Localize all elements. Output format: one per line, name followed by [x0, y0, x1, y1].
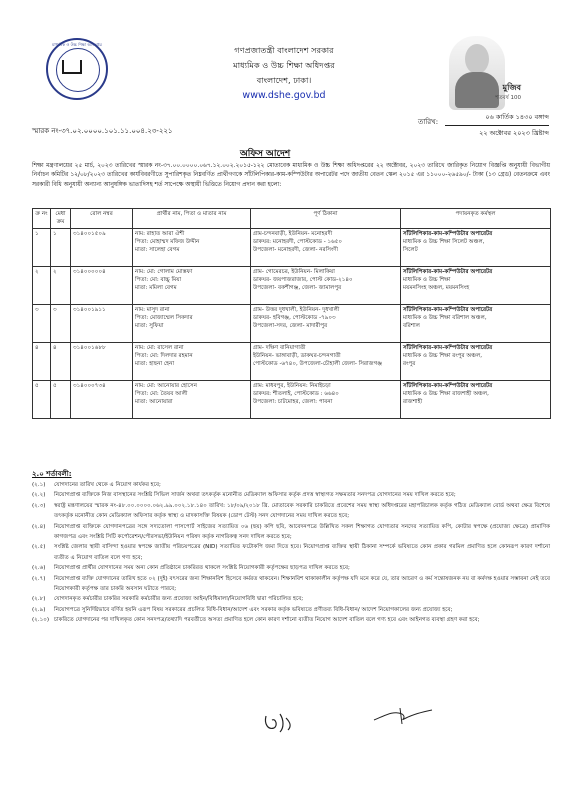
- roll-cell: ৩১৪০০১৫০৯: [71, 228, 133, 266]
- dshe-logo: [46, 38, 108, 100]
- address-line: ডাকঘর: শীতলাই, পোস্টকোড : ৬৬৪০: [253, 390, 339, 397]
- address-line: ইউনিয়ন- ভাঙ্গাবাড়ী, ডাকঘর-চন্দনগাতী: [253, 352, 341, 359]
- table-row: [33, 228, 551, 266]
- serial-cell: ৩: [33, 304, 51, 342]
- condition-text: নিয়োগপত্রে সুনির্দিষ্টভাবে বর্ণিত হয়নি এরূপ বিষয় সরকারের প্রচলিত বিধি-বিধান/আদেশ এবং সরকার কর্তৃক ভবিষ্যতে প্রণীতব্য বিধি-বিধান/ আদেশ নিয়োগকালের জন্য প্রযোজ্য হবে;: [54, 606, 453, 613]
- table-row: [33, 342, 551, 380]
- table-header-row: [33, 209, 551, 229]
- condition-text: যোগদানকৃত কর্মচারীর চাকরির সরকারি কর্মচারীর জন্য প্রযোজ্য আইন/বিধিমালা/নিয়োগবিধি দ্বারা পরিচালিত হবে;: [54, 596, 304, 603]
- badge-sub: শতবর্ষ 100: [495, 95, 521, 101]
- father-name: পিতা: মো: তৈয়ব আলী: [135, 390, 188, 397]
- candidate-cell: [133, 304, 251, 342]
- address-cell: [251, 304, 401, 342]
- posting-place: মাধ্যমিক ও উচ্চ শিক্ষা বরিশাল অঞ্চল,: [403, 314, 487, 321]
- father-name: পিতা: মো: দিলদার রহমান: [135, 352, 193, 359]
- candidate-cell: [133, 266, 251, 304]
- directorate-name: মাধ্যমিক ও উচ্চ শিক্ষা অধিদপ্তর: [233, 60, 335, 70]
- address-line: ডাকঘর- জয়পাজরাজার, পোস্ট কোড-২১৪০: [253, 276, 353, 283]
- address-line: ডাকঘর: মনোহরদী, পোস্টকোড - ১৬৫০: [253, 238, 343, 245]
- merit-cell: ২: [51, 266, 71, 304]
- candidate-cell: [133, 228, 251, 266]
- address-line: পোস্টকোড -৬৭৪০, উপজেলা-চৌহালী জেলা- সিরাজগঞ্জ: [253, 361, 383, 368]
- post-name: সাঁটলিপিকার-কাম-কম্পিউটার অপারেটর: [403, 268, 493, 275]
- col-serial: ক্র নং: [33, 209, 51, 229]
- condition-item: [32, 574, 550, 595]
- condition-text: যোগদানের তারিখ থেকে এ নিয়োগ কার্যকর হবে;: [54, 482, 161, 488]
- posting-cell: [401, 228, 551, 266]
- merit-cell: ৩: [51, 304, 71, 342]
- condition-text: নিয়োগপ্রাপ্ত প্রার্থীর যোগদানের সময় অন্য কোন প্রতিষ্ঠানে চাকরিরত থাকলে সংশ্লিষ্ট নিয়োগকারী কর্তৃপক্ষের ছাড়পত্র দাখিল করতে হবে;: [54, 565, 350, 572]
- address-line: গ্রাম- উত্তর দুধখালী, ইউনিয়ন- দুধখালী: [253, 306, 340, 313]
- date-english: ২২ অক্টোবর ২০২৩ খ্রিষ্টাব্দ: [479, 129, 549, 137]
- table-row: [33, 266, 551, 304]
- mother-name: মাতা: সুফিয়া: [135, 323, 164, 330]
- candidate-cell: [133, 380, 251, 418]
- website-link[interactable]: www.dshe.gov.bd: [242, 90, 326, 101]
- posting-place: ময়মনসিংহ অঞ্চল, ময়মনসিংহ: [403, 285, 470, 292]
- posting-place: মাধ্যমিক ও উচ্চ শিক্ষা রাজশাহী অঞ্চল,: [403, 390, 489, 397]
- candidate-name: নাম: মো: গোলাম মোস্তফা: [135, 268, 193, 275]
- serial-cell: ৫: [33, 380, 51, 418]
- mother-name: মাতা: আনোয়ারা: [135, 399, 173, 406]
- condition-item: [32, 490, 550, 500]
- posting-place: বরিশাল: [403, 323, 420, 330]
- condition-item: [32, 615, 550, 625]
- address-line: ডাকঘর- হবিগঞ্জ, পোস্টকোড -৭৯০৩: [253, 314, 336, 321]
- condition-item: [32, 594, 550, 604]
- signature-initial: [262, 710, 296, 734]
- date-divider: [445, 125, 549, 126]
- condition-number: (২.১০): [32, 617, 50, 624]
- address-line: উপজেলা: চাটমোহর, জেলা: পাবনা: [253, 399, 333, 406]
- serial-cell: ১: [33, 228, 51, 266]
- condition-number: (২.৫): [32, 544, 46, 551]
- posting-cell: [401, 304, 551, 342]
- address-line: উপজেলা-সদর, জেলা- মাদারীপুর: [253, 323, 328, 330]
- posting-place: মাধ্যমিক ও উচ্চ শিক্ষা রংপুর অঞ্চল,: [403, 352, 483, 359]
- post-name: সাঁটলিপিকার-কাম-কম্পিউটার অপারেটর: [403, 382, 493, 389]
- intro-paragraph: শিক্ষা মন্ত্রণালয়ের ২৫ মার্চ, ২০২৩ তারিখের স্মারক নং-৩৭.০০.০০০০.০৬৭.১২.০০২.২০১৫-১২২ মোতাবেক মাধ্যমিক ও উচ্চ শিক্ষা অধিদপ্তরের ২২ অক্টোবর, ২০২৩ তারিখে জারিকৃত নিয়োগ বিজ্ঞপ্তি অনুযায়ী বিভাগীয় নির্বাচন কমিটির ১২/০৮/২০২৩ তারিখের কার্যবিবরণীতে সুপারিশকৃত নিম্নবর্ণিত প্রার্থীগণকে সাঁটলিপিকার-কাম-কম্পিউটার অপারেটর পদে জাতীয় বেতন স্কেল ২০১৫ এর ১১০০০-২৬৫৯০/- টাকা (১৩ গ্রেড) বেতনক্রমে এবং সরকারী বিধি অনুযায়ী অন্যান্য আনুষঙ্গিক ভাতাদিসহ শর্ত সাপেক্ষে অস্থায়ী ভিত্তিতে নিয়োগ প্রদান করা হলো:: [32, 163, 550, 188]
- date-block: [445, 112, 549, 139]
- candidate-name: নাম: রাহাত আরা ঐশী: [135, 230, 185, 237]
- serial-cell: ২: [33, 266, 51, 304]
- address-line: গ্রাম-চন্দনবাড়ী, ইউনিয়ন- মনোহরদী: [253, 230, 333, 237]
- address-line: গ্রাম- গোমেরচর, ইউনিয়ন- মিলাকিয়া: [253, 268, 335, 275]
- posting-place: রংপুর: [403, 361, 416, 368]
- col-roll: রোল নম্বর: [71, 209, 133, 229]
- order-title: অফিস আদেশ: [240, 149, 291, 159]
- posting-place: রাজশাহী: [403, 399, 423, 406]
- govt-name: গণপ্রজাতন্ত্রী বাংলাদেশ সরকার: [234, 45, 334, 55]
- conditions-list: [32, 480, 550, 626]
- condition-number: (২.১): [32, 482, 46, 488]
- roll-cell: ৩১৪০০০০০৪: [71, 266, 133, 304]
- post-name: সাঁটলিপিকার-কাম-কম্পিউটার অপারেটর: [403, 344, 493, 351]
- condition-item: [32, 563, 550, 573]
- posting-cell: [401, 266, 551, 304]
- candidate-name: নাম: মাসুদ রানা: [135, 306, 170, 313]
- condition-item: [32, 480, 550, 490]
- condition-text: নিয়োগপ্রাপ্ত ব্যক্তিকে নিজ বাসস্থানের সংশ্লিষ্ট সিভিল সার্জন অথবা তৎকর্তৃক মনোনীত মেডিক্যাল অফিসার কর্তৃক প্রদত্ত স্বাস্থ্যগত সক্ষমতার সনদপত্র যোগদানের সময় দাখিল করতে হবে;: [54, 492, 456, 499]
- table-row: [33, 380, 551, 418]
- mother-name: মাতা: সালেহা বেগম: [135, 247, 180, 254]
- condition-item: [32, 542, 550, 563]
- table-row: [33, 304, 551, 342]
- condition-number: (২.৭): [32, 575, 46, 582]
- col-address: পূর্ণ ঠিকানা: [251, 209, 401, 229]
- serial-cell: ৪: [33, 342, 51, 380]
- post-name: সাঁটলিপিকার-কাম-কম্পিউটার অপারেটর: [403, 306, 493, 313]
- merit-cell: ৫: [51, 380, 71, 418]
- address-cell: [251, 380, 401, 418]
- condition-number: (২.৯): [32, 606, 46, 613]
- address-cell: [251, 266, 401, 304]
- candidate-name: নাম: মো: আনোয়ার হোসেন: [135, 382, 198, 389]
- date-bangla: ০৬ কার্তিক ১৪৩০ বঙ্গাব্দ: [485, 113, 549, 121]
- father-name: পিতা: মোহাম্মদ মফিজ উদ্দীন: [135, 238, 200, 245]
- condition-text: স্বরাষ্ট্র মন্ত্রণালয়ের স্মারক নং-৪৮.০০.০০০০.০৬২.৯৯.০০২.১৮.১৪০ তারিখ: ১৮/০৯/২০১৮ খ্রি. মোতাবেক সরকারি চাকরিতে প্রবেশের সময় স্বাস্থ্য অধিদপ্তরের মহাপরিচালক কর্তৃক গঠিত মেডিক্যাল বোর্ড অথবা ক্ষেত্র বিশেষে তৎকর্তৃক মনোনীত কোন মেডিক্যাল অফিসার কর্তৃক স্বাস্থ্য ও মাদকাসক্তি বিষয়ক (ডোপ টেস্ট) সনদ যোগদানের সময় দাখিল করতে হবে;: [54, 502, 550, 520]
- mother-name: মাতা: মমিলা বেগম: [135, 285, 177, 292]
- condition-number: (২.৮): [32, 596, 46, 603]
- signature-officer: [372, 706, 434, 726]
- condition-text: নিয়োগপ্রাপ্ত ব্যক্তিকে যোগদানপত্রের সঙ্গে সদ্যতোলা পাসপোর্ট সাইজের সত্যায়িত ০৬ (ছয়) কপি ছবি, আবেদনপত্রে উল্লিখিত সকল শিক্ষাগত যোগ্যতার সনদের সত্যায়িত কপি, কোটার স্বপক্ষে (প্রযোজ্য ক্ষেত্রে) প্রামাণিক কাগজপত্র এবং সংশ্লিষ্ট সিটি কর্পোরেশন/পৌরসভা/ইউনিয়ন পরিষদ কর্তৃক নাগরিকত্ব সনদ দাখিল করতে হবে;: [54, 523, 550, 541]
- posting-place: মাধ্যমিক ও উচ্চ শিক্ষা সিলেট অঞ্চল,: [403, 238, 485, 245]
- condition-number: (২.২): [32, 492, 46, 499]
- father-name: পিতা: মো: বাচ্চু মিয়া: [135, 276, 182, 283]
- posting-cell: [401, 342, 551, 380]
- portrait-face: [465, 44, 489, 74]
- mother-name: মাতা: হাছনা হেনা: [135, 361, 175, 368]
- book-icon: [62, 60, 82, 74]
- condition-number: (২.৬): [32, 565, 46, 572]
- address-line: গ্রাম: মাধবপুর, ইউনিয়ন: নিমাইচড়া: [253, 382, 331, 389]
- condition-item: [32, 522, 550, 543]
- mujib-centenary-logo: [489, 82, 521, 102]
- merit-cell: ৪: [51, 342, 71, 380]
- col-name: প্রার্থীর নাম, পিতা ও মাতার নাম: [133, 209, 251, 229]
- posting-place: মাধ্যমিক ও উচ্চ শিক্ষা: [403, 276, 451, 283]
- memo-number: স্মারক নং-৩৭.০২.০০০০.১০১.১১.০০৪.২৩-২২১: [32, 127, 173, 135]
- condition-item: [32, 605, 550, 615]
- letterhead: [160, 43, 408, 103]
- condition-number: (২.৪): [32, 523, 46, 530]
- badge-main: মুজিব: [502, 83, 521, 92]
- post-name: সাঁটলিপিকার-কাম-কম্পিউটার অপারেটর: [403, 230, 493, 237]
- posting-cell: [401, 380, 551, 418]
- conditions-title: ২.০ শর্তাবলী:: [32, 470, 72, 478]
- address-line: উপজেলা- বকশীগঞ্জ, জেলা- জামালপুর: [253, 285, 342, 292]
- condition-item: [32, 501, 550, 522]
- date-label: তারিখ:: [418, 118, 439, 126]
- appointment-table: [32, 208, 551, 419]
- roll-cell: ৩১৪০০১৬৮৮: [71, 342, 133, 380]
- roll-cell: ৩১৪০০১৯১১: [71, 304, 133, 342]
- location: বাংলাদেশ, ঢাকা।: [256, 75, 312, 85]
- address-line: গ্রাম- দক্ষিণ বানিয়াগাতী: [253, 344, 306, 351]
- col-posting: পদায়নকৃত কর্মস্থল: [401, 209, 551, 229]
- merit-cell: ১: [51, 228, 71, 266]
- candidate-cell: [133, 342, 251, 380]
- address-cell: [251, 342, 401, 380]
- condition-number: (২.৩): [32, 502, 46, 509]
- condition-text: সংশ্লিষ্ট জেলার স্থায়ী বাসিন্দা হওয়ার স্বপক্ষে জাতীয় পরিচয়পত্রের (NID) সত্যায়িত ফটোকপি জমা দিতে হবে। নিয়োগপ্রাপ্ত ব্যক্তির স্থায়ী ঠিকানা সম্পর্কে ভবিষ্যতে কোন প্রকার গরমিল প্রমাণিত হলে কোনরূপ কারণ দর্শানো ব্যতীত এ নিয়োগ বাতিল বলে গণ্য হবে;: [54, 544, 550, 561]
- candidate-name: নাম: মো: রাসেল রানা: [135, 344, 184, 351]
- col-merit: মেধা ক্রম: [51, 209, 71, 229]
- logo-caption: মাধ্যমিক ও উচ্চ শিক্ষা অধিদপ্তর: [52, 42, 102, 47]
- address-line: উপজেলা- মনোহরদী, জেলা- নরসিংদী: [253, 247, 338, 254]
- father-name: পিতা: মোজাম্মেল সিকদার: [135, 314, 193, 321]
- condition-text: নিয়োগপ্রাপ্ত ব্যক্তি যোগদানের তারিখ হতে ০২ (দুই) বৎসরের জন্য শিক্ষানবিশ হিসেবে কর্মরত থাকবেন। শিক্ষানবিশ থাকাকালীন কর্তৃপক্ষ যদি মনে করে যে, তার আচরণ ও কর্ম সন্তোষজনক নয় বা কর্মদক্ষ হওয়ার সম্ভাবনা নেই তবে নিয়োগকারী কর্তৃপক্ষ তার চাকরি অবসান ঘটাতে পারবে;: [54, 575, 550, 593]
- condition-text: চাকরিতে যোগদানের পর দাখিলকৃত কোন সনদপত্র/তথ্যাদি পরবর্তীতে অসত্য প্রমাণিত হলে কোন কারণ দর্শানো ব্যতীত নিয়োগ আদেশ বাতিল বলে গণ্য হবে এবং আইনগত ব্যবস্থা গ্রহণ করা হবে;: [54, 617, 480, 624]
- posting-place: সিলেট: [403, 247, 418, 254]
- roll-cell: ৩১৪০০০৭৩৪: [71, 380, 133, 418]
- address-cell: [251, 228, 401, 266]
